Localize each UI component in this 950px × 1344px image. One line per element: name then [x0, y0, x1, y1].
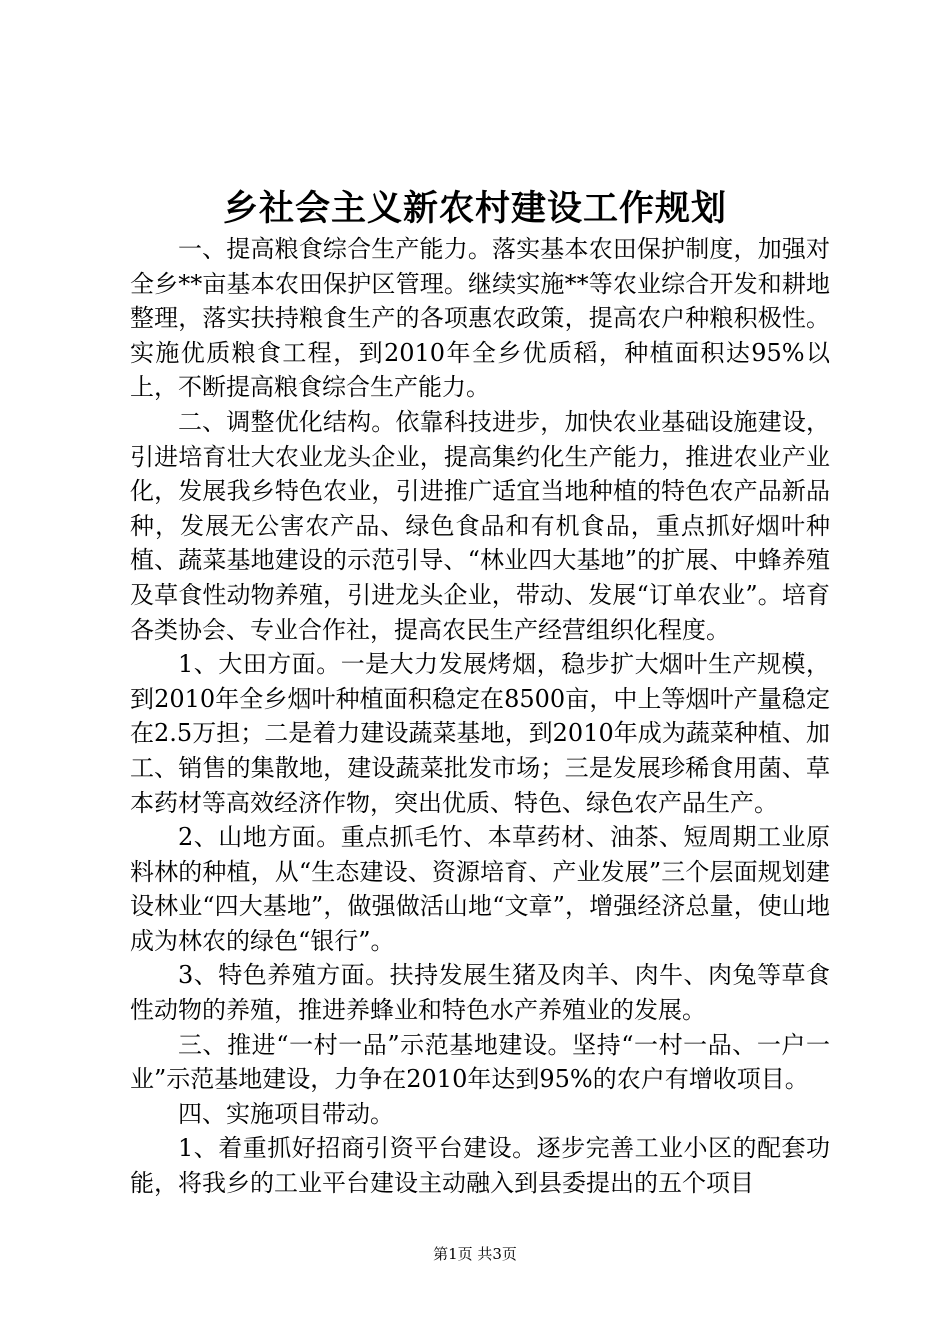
paragraph-7: 四、实施项目带动。 [178, 1099, 394, 1128]
paragraph-5: 3、特色养殖方面。扶持发展生猪及肉羊、肉牛、肉兔等草食性动物的养殖，推进养蜂业和特色水产养殖业的发展。 [130, 961, 830, 1025]
paragraph-3: 1、大田方面。一是大力发展烤烟，稳步扩大烟叶生产规模，到2010年全乡烟叶种植面积稳定在8500亩，中上等烟叶产量稳定在2.5万担；二是着力建设蔬菜基地，到2010年成为蔬菜种植、加工、销售的集散地，建设蔬菜批发市场；三是发展珍稀食用菌、草本药材等高效经济作物，突出优质、特色、绿色农产品生产。 [130, 650, 830, 817]
paragraph-1: 一、提高粮食综合生产能力。落实基本农田保护制度，加强对全乡**亩基本农田保护区管理。继续实施**等农业综合开发和耕地整理，落实扶持粮食生产的各项惠农政策，提高农户种粮积极性。实施优质粮食工程，到2010年全乡优质稻，种植面积达95%以上，不断提高粮食综合生产能力。 [130, 235, 830, 402]
paragraph-8: 1、着重抓好招商引资平台建设。逐步完善工业小区的配套功能，将我乡的工业平台建设主动融入到县委提出的五个项目 [130, 1134, 830, 1198]
paragraph-6: 三、推进“一村一品”示范基地建设。坚持“一村一品、一户一业”示范基地建设，力争在2010年达到95%的农户有增收项目。 [130, 1030, 830, 1094]
paragraph-4: 2、山地方面。重点抓毛竹、本草药材、油茶、短周期工业原料林的种植，从“生态建设、资源培育、产业发展”三个层面规划建设林业“四大基地”，做强做活山地“文章”，增强经济总量，使山地成为林农的绿色“银行”。 [130, 823, 830, 955]
page-footer: 第1页 共3页 [433, 1245, 517, 1263]
paragraph-2: 二、调整优化结构。依靠科技进步，加快农业基础设施建设，引进培育壮大农业龙头企业，提高集约化生产能力，推进农业产业化，发展我乡特色农业，引进推广适宜当地种植的特色农产品新品种，发展无公害农产品、绿色食品和有机食品，重点抓好烟叶种植、蔬菜基地建设的示范引导、“林业四大基地”的扩展、中蜂养殖及草食性动物养殖，引进龙头企业，带动、发展“订单农业”。培育各类协会、专业合作社，提高农民生产经营组织化程度。 [130, 407, 830, 644]
document-body [130, 232, 830, 1201]
document-title: 乡社会主义新农村建设工作规划 [222, 188, 727, 229]
